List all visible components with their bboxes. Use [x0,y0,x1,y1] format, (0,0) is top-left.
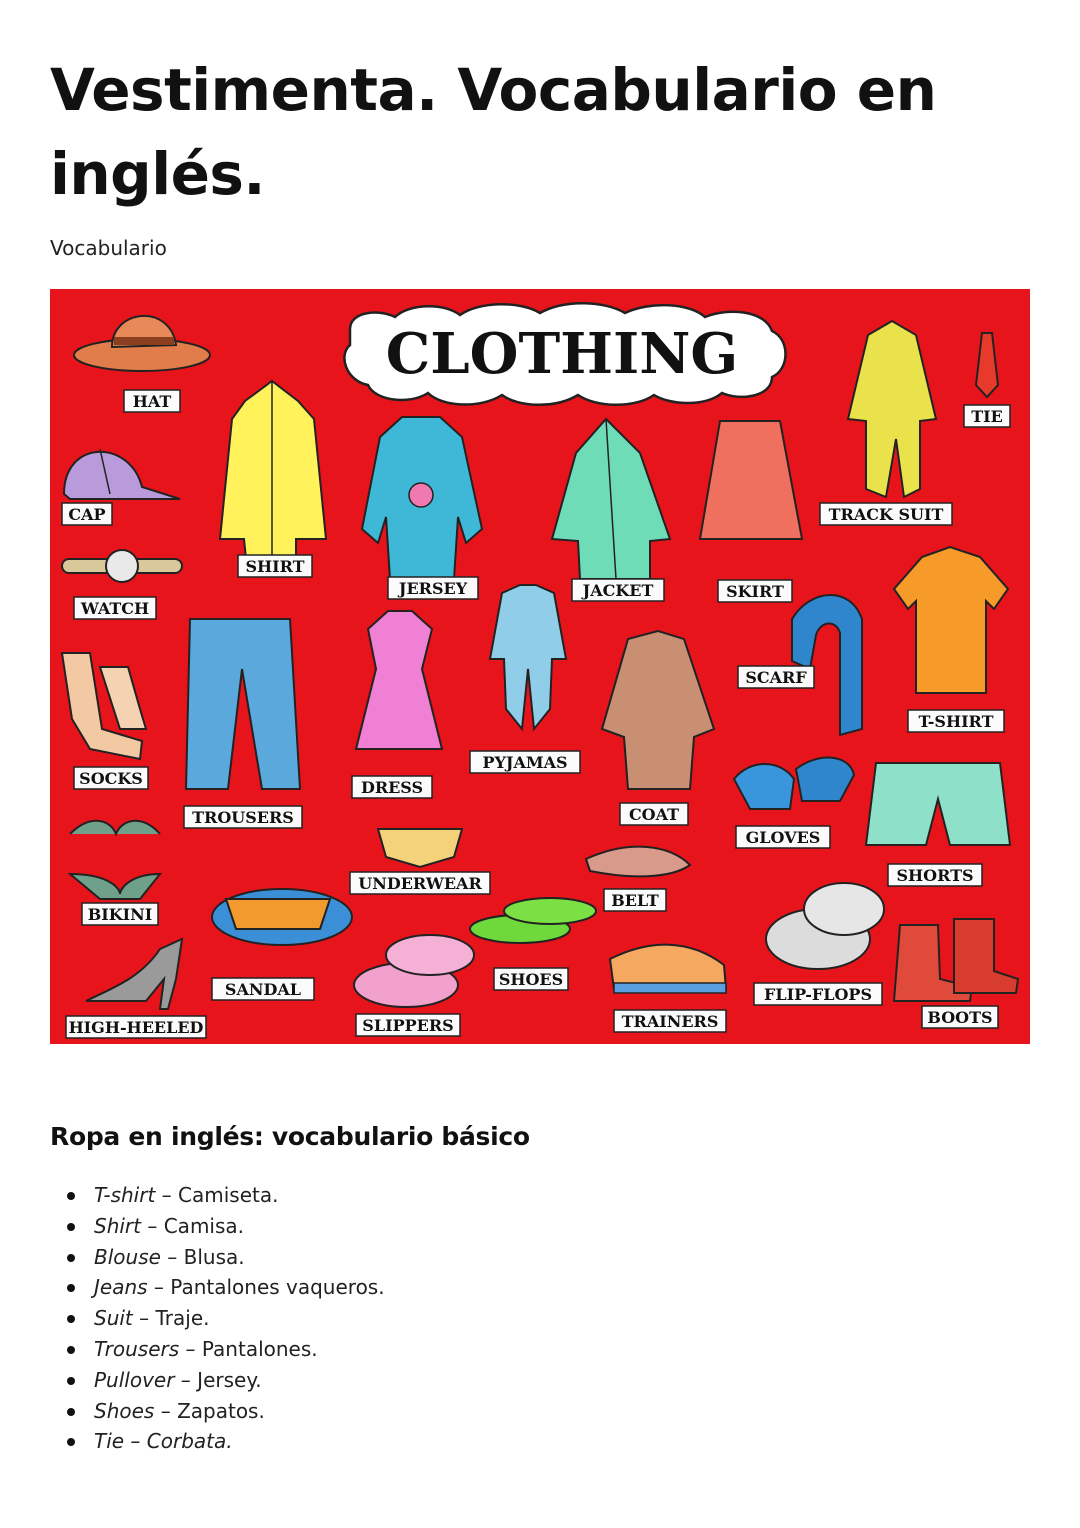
svg-text:DRESS: DRESS [360,778,424,797]
english-term: Shirt [94,1213,141,1238]
poster-label-flip-flops [754,983,882,1005]
svg-text:COAT: COAT [628,805,680,824]
svg-text:SHOES: SHOES [498,970,564,989]
category-link[interactable]: Vocabulario [50,236,167,260]
english-term: Shoes [94,1398,155,1423]
gloves-illustration [734,758,854,809]
svg-text:SKIRT: SKIRT [726,582,784,601]
svg-text:SANDAL: SANDAL [224,980,302,999]
list-item [50,1180,385,1211]
socks-illustration [62,653,146,759]
jersey-illustration [362,417,482,579]
svg-text:SLIPPERS: SLIPPERS [362,1016,454,1035]
poster-label-track-suit [820,503,952,525]
poster-label-trousers [184,806,302,828]
english-term: Trousers [94,1336,180,1361]
cap-illustration [64,449,180,499]
poster-label-dress [352,776,432,798]
separator: – [154,1398,178,1423]
pyjamas-illustration [490,585,566,729]
svg-text:HIGH-HEELED: HIGH-HEELED [68,1018,204,1037]
poster-label-shorts [888,864,982,886]
svg-text:BELT: BELT [611,891,659,910]
poster-label-pyjamas [470,751,580,773]
svg-text:TRAINERS: TRAINERS [621,1012,719,1031]
watch-illustration [62,550,182,582]
list-item [50,1426,385,1457]
poster-label-sandal [212,978,314,1000]
spanish-term: Zapatos. [177,1398,265,1423]
hat-illustration [74,316,210,371]
poster-label-coat [620,803,688,825]
scarf-illustration [792,595,862,735]
poster-label-slippers [356,1014,460,1036]
bullet-icon [67,1315,75,1323]
jacket-illustration [552,419,670,579]
poster-label-t-shirt [908,710,1004,732]
svg-text:HAT: HAT [132,392,172,411]
spanish-term: Camiseta. [178,1183,279,1207]
poster-label-belt [604,889,666,911]
poster-label-jacket [572,579,664,601]
list-item [50,1303,385,1334]
poster-label-scarf [738,666,814,688]
poster-label-trainers [614,1010,726,1032]
bullet-icon [67,1438,75,1446]
separator: – [174,1367,198,1392]
section-heading: Ropa en inglés: vocabulario básico [50,1122,530,1151]
list-item [50,1211,385,1242]
separator: – [179,1336,202,1361]
separator: – [160,1244,184,1269]
list-item [50,1272,385,1303]
spanish-term: Camisa. [163,1213,245,1238]
poster-title: CLOTHING [385,321,739,387]
english-term: Suit [94,1306,133,1331]
page-title: Vestimenta. Vocabulario en inglés. [50,56,937,208]
trousers-illustration [186,619,300,789]
english-term: T-shirt [94,1183,156,1207]
dress-illustration [356,611,442,749]
poster-label-jersey [388,577,478,599]
skirt-illustration [700,421,802,539]
sandal-illustration [212,889,352,945]
english-term: Tie – Corbata. [94,1429,233,1454]
shirt-illustration [220,381,326,559]
svg-text:GLOVES: GLOVES [745,828,821,847]
poster-label-socks [74,767,148,789]
spanish-term: Pantalones. [201,1336,318,1361]
spanish-term: Pantalones vaqueros. [170,1275,385,1300]
english-term: Blouse [94,1244,161,1269]
svg-text:TIE: TIE [971,407,1003,426]
poster-label-shirt [238,555,312,577]
flip-flops-illustration [766,883,884,969]
svg-text:JACKET: JACKET [582,581,654,600]
svg-text:SOCKS: SOCKS [79,769,143,788]
svg-text:JERSEY: JERSEY [398,579,468,598]
poster-label-cap [62,503,112,525]
track-suit-illustration [848,321,936,497]
poster-label-boots [922,1006,998,1028]
english-term: Jeans [94,1275,148,1300]
svg-text:UNDERWEAR: UNDERWEAR [358,874,482,893]
spanish-term: Jersey. [197,1367,262,1392]
shoes-illustration [470,898,596,943]
svg-text:SCARF: SCARF [745,668,807,687]
shorts-illustration [866,763,1010,845]
coat-illustration [602,631,714,789]
poster-label-skirt [718,580,792,602]
svg-text:SHORTS: SHORTS [896,866,974,885]
list-item [50,1396,385,1427]
vocab-list [50,1180,385,1457]
boots-illustration [894,919,1018,1001]
poster-label-bikini [82,903,158,925]
bullet-icon [67,1408,75,1416]
svg-text:TROUSERS: TROUSERS [192,808,294,827]
bullet-icon [67,1192,75,1200]
bullet-icon [67,1254,75,1262]
svg-text:WATCH: WATCH [80,599,150,618]
spanish-term: Traje. [155,1306,210,1331]
slippers-illustration [354,935,474,1007]
bullet-icon [67,1284,75,1292]
poster-label-gloves [736,826,830,848]
poster-label-tie [964,405,1010,427]
bikini-illustration [70,821,160,899]
svg-text:PYJAMAS: PYJAMAS [482,753,568,772]
bullet-icon [67,1223,75,1231]
svg-text:SHIRT: SHIRT [245,557,305,576]
svg-text:BIKINI: BIKINI [87,905,153,924]
separator: – [155,1183,179,1207]
poster-title-cloud [344,303,785,405]
svg-text:FLIP-FLOPS: FLIP-FLOPS [763,985,873,1004]
bullet-icon [67,1377,75,1385]
poster-label-watch [74,597,156,619]
poster-label-underwear [350,872,490,894]
poster-label-high-heeled [66,1016,206,1038]
t-shirt-illustration [894,547,1008,693]
separator: – [147,1275,171,1300]
separator: – [132,1306,156,1331]
tie-illustration [976,333,998,397]
svg-text:CAP: CAP [68,505,106,524]
list-item [50,1365,385,1396]
list-item [50,1334,385,1365]
svg-text:BOOTS: BOOTS [927,1008,993,1027]
bullet-icon [67,1346,75,1354]
english-term: Pullover [94,1367,175,1392]
poster-label-hat [124,390,180,412]
list-item [50,1242,385,1273]
trainers-illustration [610,945,726,993]
underwear-illustration [378,829,462,867]
belt-illustration [586,847,690,877]
spanish-term: Blusa. [183,1244,245,1269]
high-heel-illustration [86,939,182,1009]
poster-label-shoes [494,968,568,990]
clothing-poster-image [50,289,1030,1044]
svg-text:T-SHIRT: T-SHIRT [918,712,994,731]
separator: – [141,1213,164,1238]
svg-text:TRACK SUIT: TRACK SUIT [828,505,944,524]
